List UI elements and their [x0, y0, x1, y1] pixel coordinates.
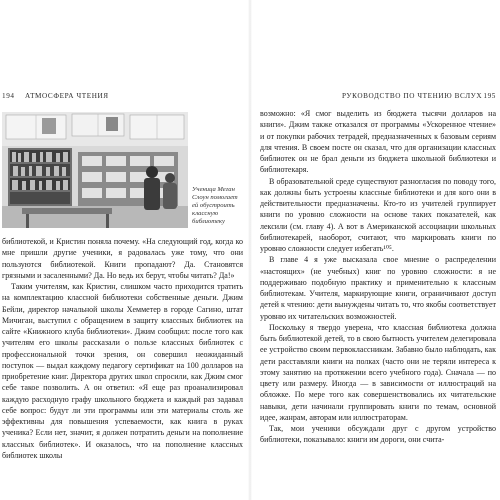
left-running-head: [2, 92, 109, 100]
right-body-text: [260, 108, 496, 446]
paragraph: Поскольку я твердо уверена, что классная библиотека должна быть библиотекой детей, то в свою бытность учителем делегировала ее устройство своим первоклассникам. Забавно было наблюдать, как дети расставляли книги на полках (часто они не теряли интереса к этому занятию на протяжении всего учебного года). Сначала — по цвету или размеру. Иногда — в зависимости от иллюстраций на обложке. По мере того как совершенствовались их читательские навыки, дети начинали группировать книги по темам, основной идее, жанрам, авторам или иллюстраторам.: [260, 322, 496, 422]
right-page: [250, 0, 500, 500]
left-body-text: [2, 236, 243, 461]
right-page-number: 195: [483, 92, 496, 100]
paragraph: В образовательной среде существуют разногласия по поводу того, как должны быть устроены классные библиотеки и для кого они в действительности предназначены. Кто-то из учителей группирует книги по уровню сложности на основе таких показателей, как лексили (см. главу 4). А вот в Американской ассоциации школьных библиотекарей, наоборот, считают, что маркировать книги по уровню сложности следует избегать¹⁰⁵.: [260, 176, 496, 253]
paragraph: В главе 4 я уже высказала свое мнение о распределении «настоящих» (не учебных) книг по уровню сложности: я не поддерживаю подобную практику и применительно к классным библиотекам. Учителя, маркирующие книги, ограничивают доступ детей к чтению: дети вынуждены читать то, что якобы соответствует уровню их читательских возможностей.: [260, 255, 496, 321]
right-running-title: РУКОВОДСТВО ПО ЧТЕНИЮ ВСЛУХ: [342, 92, 483, 100]
paragraph: Таким учителям, как Кристин, слишком часто приходится тратить на комплектацию классной библиотеки собственные деньги. Джим Бейли, директор начальной школы Хеммeтер в городе Сагино, штат Мичиган, выступил с обращением в защиту классных библиотек на сайте «Книжного клуба библиотеки». Джим сообщил: после того как учителям его школы рассказали о пользе классных библиотек с профессиональной точки зрения, он совершил неожиданный поступок — выдал каждому педагогу сертификат на 100 долларов на приобретение книг. Директора других школ спросили, как Джим смог себе такое позволить. А он ответил: «Я еще раз проанализировал каждую расходную графу школьного бюджета и каждый раз задавал себе вопрос: будут ли эти программы или эти материалы столь же эффективны для повышения успеваемости, как книга в руках ученика? Если нет, значит, я должен потратить деньги на пополнение классных библиотек». И оказалось, что на пополнение классных библиотек школы: [2, 282, 243, 460]
photo-caption: Ученица Меган Слоун помогает ей обустроить классную библиотеку: [192, 186, 238, 225]
left-page-number: 194: [2, 92, 15, 100]
paragraph: возможно: «Я смог выделить из бюджета тысячи долларов на книги». Джим также отказался от программы «Ускоренное чтение» и от покупки рабочих тетрадей, предназначенных к базовым сериям для чтения. В своем посте он сказал, что для организации классных библиотек он не брал деньги из бюджета школьной библиотеки и библиотекаря.: [260, 109, 496, 175]
paragraph: Так, мои ученики обсуждали друг с другом устройство библиотеки, показывало: книги им дороги, они счита-: [260, 424, 496, 445]
left-running-title: АТМОСФЕРА ЧТЕНИЯ: [25, 92, 109, 100]
classroom-library-photo-icon: [2, 112, 188, 228]
paragraph: библиотекой, и Кристин поняла почему. «На следующий год, когда ко мне пришли другие ученики, я радовалась уже тому, что они пользуются библиотекой. Книги пропадают? Да. Становятся грязными и засаленными? Да. Но ведь их берут, чтобы читать? Да!»: [2, 237, 243, 280]
